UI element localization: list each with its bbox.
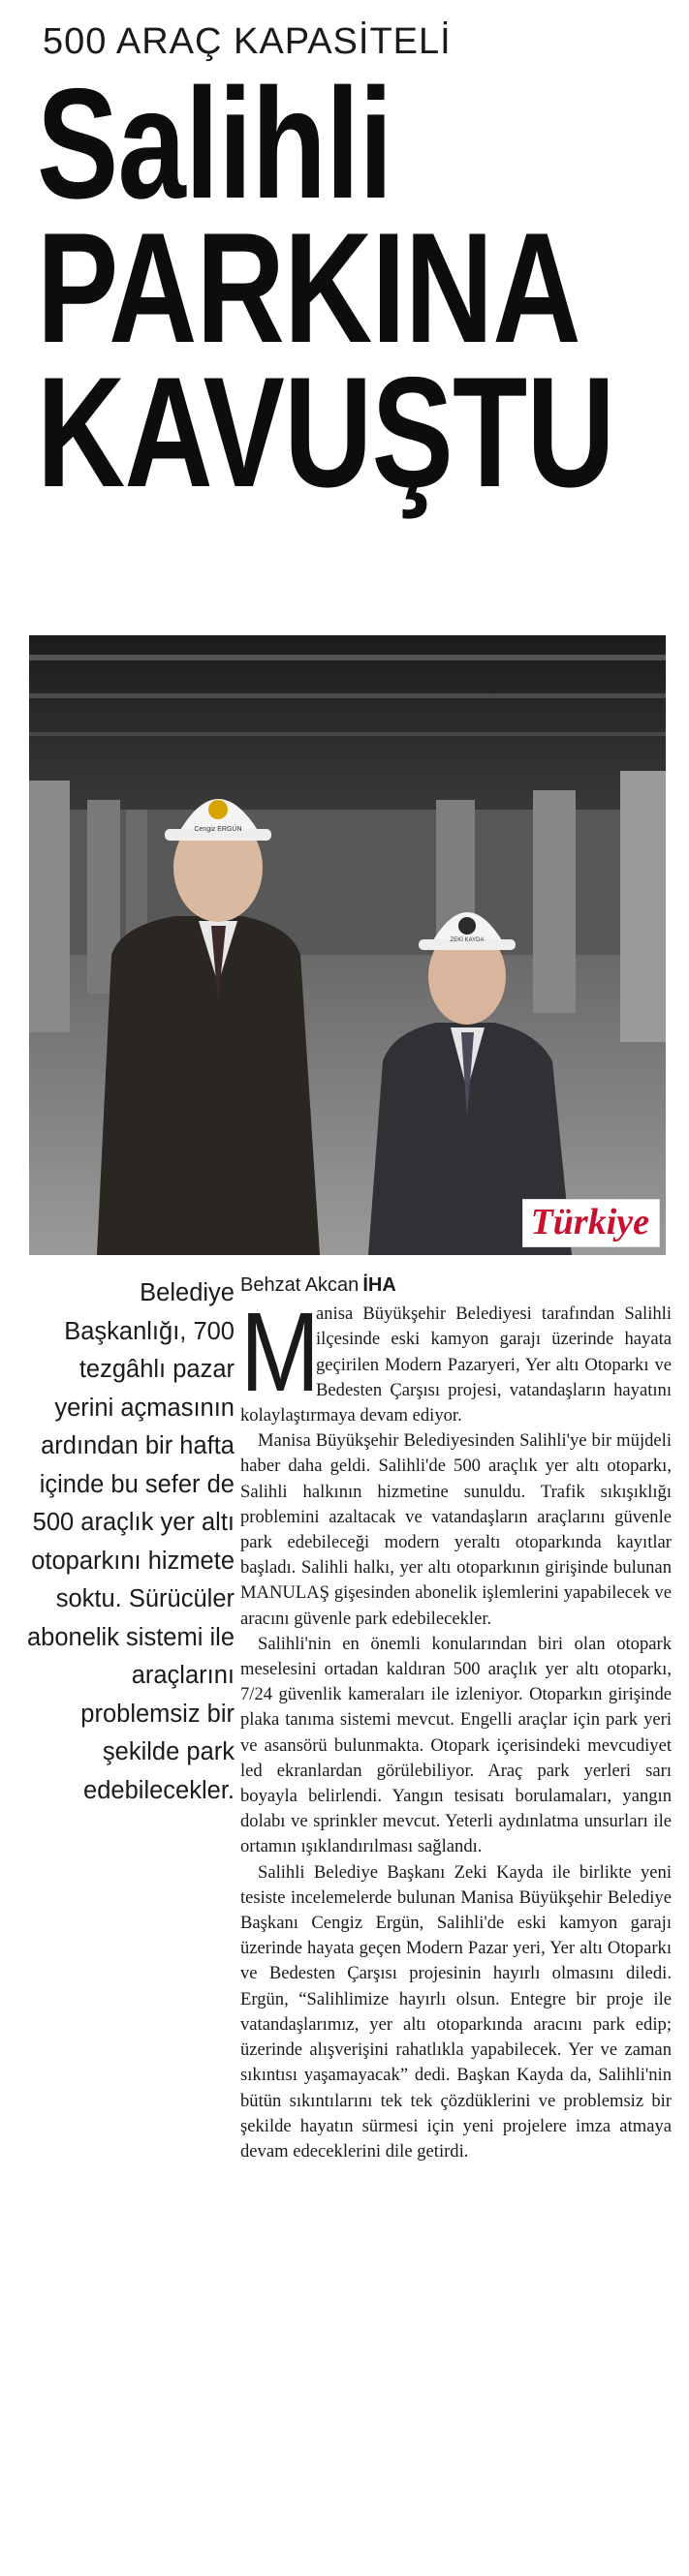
paragraph: Manisa Büyükşehir Belediyesinden Salihli'ye bir müjdeli haber daha geldi. Salihli'de 500 araçlık yer altı otoparkı, Salihli halkının hizmetine sunuldu. Trafik sıkışıklığı problemini azaltacak ve vatandaşların araçlarını güvenle park edebileceği modern yeraltı otoparkında kayıtlar başladı. Salihli halkı, yer altı otoparkının girişinde bulunan MANULAŞ gişesinden abonelik işlemlerini yapabilecek ve aracını güvenle park edebilecekler. [240, 1430, 672, 1629]
paragraph: Salihli'nin en önemli konularından biri olan otopark meselesini ortadan kaldıran 500 araçlık yer altı otoparkı, 7/24 güvenlik kameraları ile izleniyor. Otoparkın girişinde plaka tanıma sistemi mevcut. Engelli araçlar için park yeri ve asansörü bulunmakta. Otopark içerisindeki mevcudiyet led ekranlardan görülebiliyor. Araç park yerleri sarı boyayla belirlendi. Yangın tesisatı borulamaları, yangın dolabı ve sprinkler mevcut. Yeterli aydınlatma unsurları ile ortamın ışıklandırılması sağlandı. [240, 1633, 672, 1857]
paragraph: Salihli Belediye Başkanı Zeki Kayda ile birlikte yeni tesiste incelemelerde bulunan Manisa Büyükşehir Belediye Başkanı Cengiz Ergün, Salihli'de eski kamyon garajı üzerinde hayata geçen Modern Pazar yeri, Yer altı Otoparkı ve Bedesten Çarşısı projesinin hayırlı olmasını diledi. Ergün, “Salihlimize hayırlı olsun. Entegre bir proje ile vatandaşlarımız, yer altı otoparkında aracını park edip; üzerinde alışverişini rahatlıkla yapabilecek. Yer ve zaman sıkıntısı yaşamayacak” dedi. Başkan Kayda da, Salihli'nin bütün sıkıntılarını tek tek çözdüklerini ve problemsiz bir şekilde hayatın sürmesi için yeni projelere imza atmaya devam edeceklerini dile getirdi. [240, 1861, 672, 2162]
headline-line: PARKINA [37, 200, 580, 377]
helmet-label: Cengiz ERGÜN [194, 826, 242, 833]
turkiye-logo: Türkiye [522, 1199, 660, 1247]
column [29, 781, 70, 1032]
headline-line: KAVUŞTU [37, 345, 614, 521]
kicker: 500 ARAÇ KAPASİTELİ [43, 21, 452, 62]
pull-quote: Belediye Başkanlığı, 700 tezgâhlı pazar yerini açmasının ardından bir hafta içinde bu sefer de 500 araçlık yer altı otoparkını hizmete soktu. Sürücüler abonelik sistemi ile araçlarını problemsiz bir şekilde park edebilecekler. [26, 1279, 235, 1804]
column [533, 790, 576, 1013]
author-name: Behzat Akcan [240, 1274, 360, 1296]
paragraph: M anisa Büyükşehir Belediyesi tarafından Salihli ilçesinde eski kamyon garajı üzerinde hayata geçirilen Modern Pazaryeri, Yer altı Otoparkı ve Bedesten Çarşısı projesi, vatandaşların hayatını kolaylaştırmaya devam ediyor. [240, 1289, 672, 1426]
article-body [240, 1273, 672, 2164]
article-photo [29, 635, 666, 1255]
headline-line: Salihli [37, 56, 392, 231]
helmet-label: ZEKİ KAYDA [450, 937, 485, 943]
photo-illustration [29, 635, 666, 1255]
agency-name: İHA [362, 1274, 396, 1296]
column [620, 771, 666, 1042]
dropcap: M [240, 1289, 321, 1416]
headline [37, 56, 614, 521]
